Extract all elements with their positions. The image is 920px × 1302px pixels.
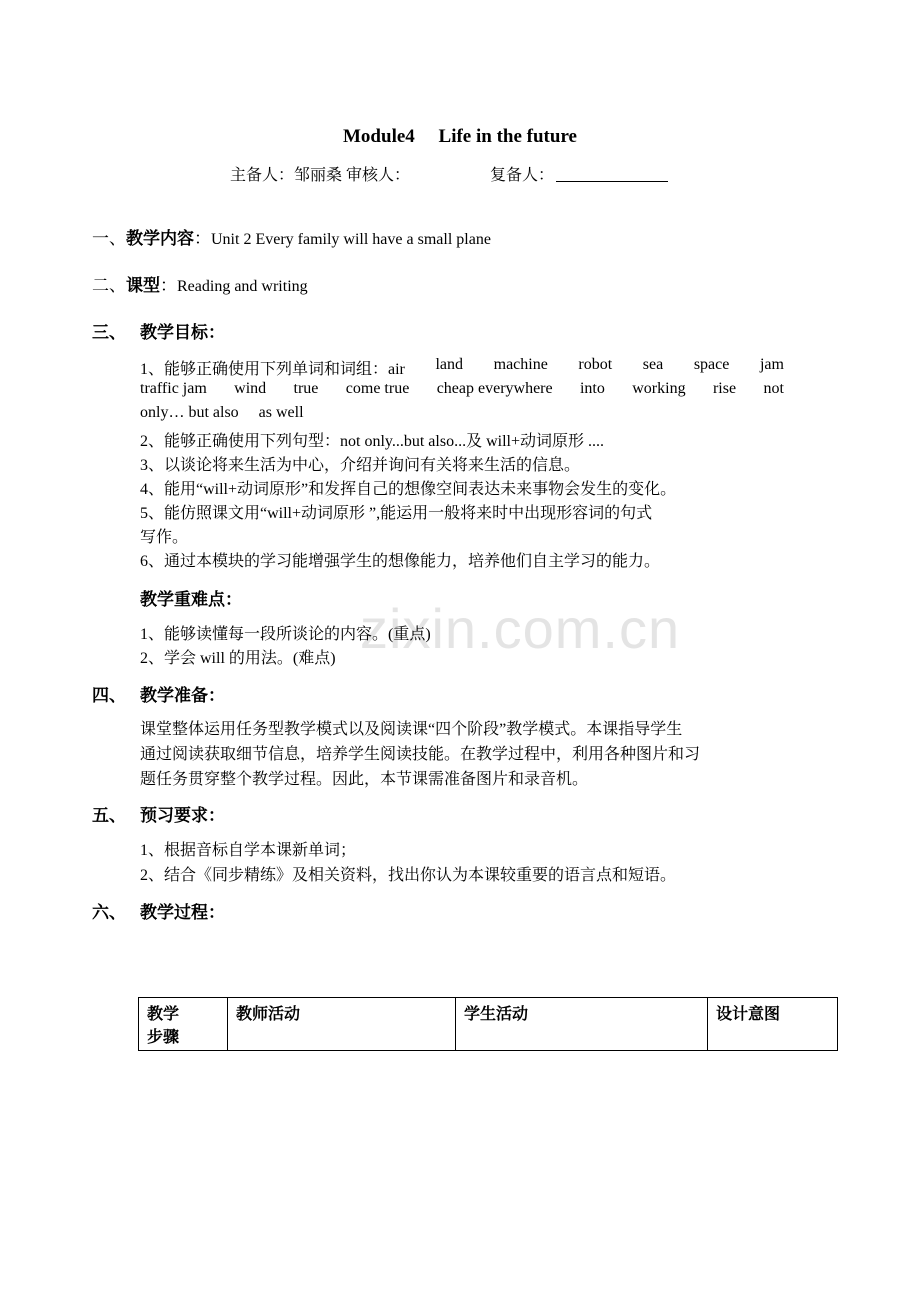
page-title: Module4 Life in the future bbox=[343, 126, 577, 147]
section-prep bbox=[92, 681, 225, 706]
goal-word: come true bbox=[345, 380, 410, 397]
header-step-line-1: 教学 bbox=[147, 1006, 180, 1023]
header-cell-student bbox=[456, 998, 708, 1051]
goal-3: 3、以谈论将来生活为中心，介绍并询问有关将来生活的信息。 bbox=[140, 457, 581, 474]
goal-word: into bbox=[579, 380, 605, 397]
goal-5-line-1: 5、能仿照课文用“will+动词原形 ”,能运用一般将来时中出现形容词的句式 bbox=[140, 505, 653, 522]
header-teacher-label: 教师活动 bbox=[236, 1006, 301, 1023]
header-cell-teacher bbox=[228, 998, 456, 1051]
goal-word: land bbox=[435, 356, 464, 373]
section-heading: 教学过程： bbox=[140, 903, 225, 922]
table-header-row bbox=[139, 998, 838, 1051]
header-student-label: 学生活动 bbox=[464, 1006, 529, 1023]
goal-4: 4、能用“will+动词原形”和发挥自己的想像空间表达未来事物会发生的变化。 bbox=[140, 481, 677, 498]
section-process bbox=[92, 898, 225, 923]
goal-6: 6、通过本模块的学习能增强学生的想像能力，培养他们自主学习的能力。 bbox=[140, 553, 661, 570]
section-text: Unit 2 Every family will have a small plane bbox=[211, 231, 491, 248]
goal-word: jam bbox=[759, 356, 784, 373]
goal-word: not bbox=[763, 380, 784, 397]
preparer-label: 主备人：邹丽桑 bbox=[230, 167, 343, 184]
prep-line-1: 课堂整体运用任务型教学模式以及阅读课“四个阶段”教学模式。本课指导学生 bbox=[140, 721, 683, 738]
prep-line-3: 题任务贯穿整个教学过程。因此，本节课需准备图片和录音机。 bbox=[140, 771, 589, 788]
section-number: 三、 bbox=[92, 323, 126, 342]
section-goals bbox=[92, 318, 225, 343]
goal-word: machine bbox=[493, 356, 548, 373]
header-cell-intent bbox=[708, 998, 838, 1051]
section-colon: ： bbox=[160, 276, 177, 295]
keypoint-2: 2、学会 will 的用法。(难点) bbox=[140, 650, 336, 667]
goal-word: cheap everywhere bbox=[436, 380, 553, 397]
section-number: 五、 bbox=[92, 806, 126, 825]
section-number: 一、 bbox=[92, 229, 126, 248]
section-heading: 教学准备： bbox=[140, 686, 225, 705]
goal-word: 1、能够正确使用下列单词和词组：air bbox=[140, 361, 405, 378]
co-preparer-label: 复备人： bbox=[490, 167, 555, 184]
goal-1-line-2 bbox=[140, 380, 784, 398]
watermark: zixin.com.cn bbox=[360, 597, 681, 660]
header-intent-label: 设计意图 bbox=[716, 1006, 781, 1023]
goal-word: true bbox=[293, 380, 319, 397]
section-preview bbox=[92, 801, 225, 826]
section-content bbox=[92, 224, 491, 249]
preview-2: 2、结合《同步精练》及相关资料，找出你认为本课较重要的语言点和短语。 bbox=[140, 867, 677, 884]
keypoints-heading: 教学重难点： bbox=[140, 590, 242, 609]
goal-word: traffic jam bbox=[140, 380, 207, 397]
goal-word: sea bbox=[642, 356, 664, 373]
section-text: Reading and writing bbox=[177, 278, 308, 295]
preview-1: 1、根据音标自学本课新单词； bbox=[140, 842, 357, 859]
goal-2: 2、能够正确使用下列句型：not only...but also...及 will+动词原形 .... bbox=[140, 433, 604, 450]
section-heading: 教学内容 bbox=[126, 229, 194, 248]
co-preparer-blank bbox=[556, 167, 668, 182]
goal-word: rise bbox=[712, 380, 737, 397]
section-number: 二、 bbox=[92, 276, 126, 295]
goal-word: working bbox=[632, 380, 686, 397]
goal-1-line-1 bbox=[140, 356, 784, 379]
subtitle bbox=[230, 162, 668, 185]
keypoint-1: 1、能够读懂每一段所谈论的内容。(重点) bbox=[140, 626, 431, 643]
section-number: 六、 bbox=[92, 903, 126, 922]
prep-line-2: 通过阅读获取细节信息，培养学生阅读技能。在教学过程中，利用各种图片和习 bbox=[140, 746, 701, 763]
section-heading: 教学目标： bbox=[140, 323, 225, 342]
goal-word: wind bbox=[234, 380, 267, 397]
section-type bbox=[92, 271, 308, 296]
section-number: 四、 bbox=[92, 686, 126, 705]
header-cell-step bbox=[139, 998, 228, 1051]
section-colon: ： bbox=[194, 229, 211, 248]
goal-5-line-2: 写作。 bbox=[140, 529, 189, 546]
reviewer-label: 审核人： bbox=[346, 167, 411, 184]
section-heading: 预习要求： bbox=[140, 806, 225, 825]
header-step-line-2: 步骤 bbox=[147, 1029, 180, 1046]
goal-word: robot bbox=[578, 356, 613, 373]
goal-1-line-3: only… but also as well bbox=[140, 404, 304, 421]
section-heading: 课型 bbox=[126, 276, 160, 295]
process-table bbox=[138, 997, 838, 1051]
goal-word: space bbox=[693, 356, 730, 373]
